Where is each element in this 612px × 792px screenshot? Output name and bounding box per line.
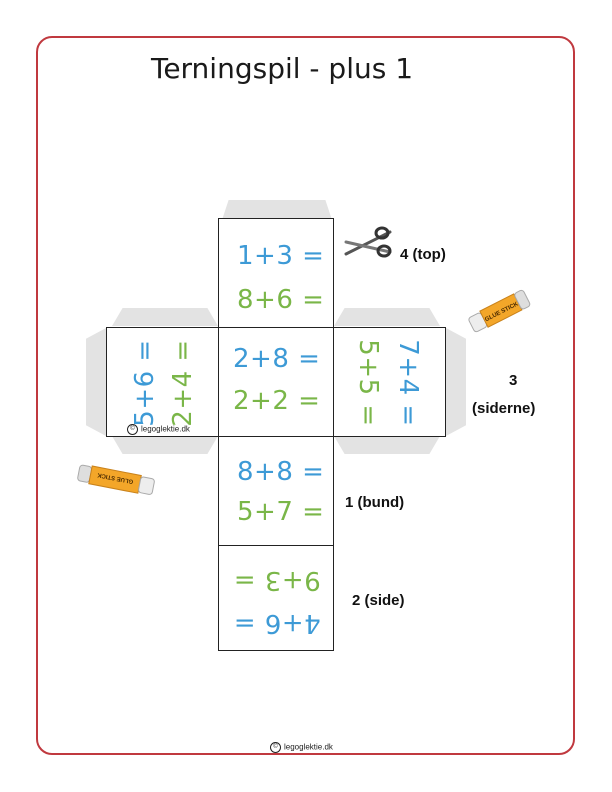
die-face-center xyxy=(218,327,334,437)
glue-stick-icon xyxy=(464,288,536,334)
die-face-left xyxy=(106,327,219,437)
equation-blue: 2+8 = xyxy=(233,344,321,374)
label-top: 4 (top) xyxy=(400,246,446,263)
glue-flap-left-bottom xyxy=(112,436,218,454)
die-face-last xyxy=(218,545,334,651)
glue-flap-right-bottom xyxy=(334,436,440,454)
glue-flap-top xyxy=(222,200,332,220)
glue-flap-right-top xyxy=(334,308,440,326)
glue-stick-icon xyxy=(72,460,162,500)
equation-blue: 4+6 = xyxy=(233,608,321,638)
footer-copyright: © legoglektie.dk xyxy=(270,742,333,753)
copyright-note: © legoglektie.dk xyxy=(127,424,190,435)
glue-flap-left-top xyxy=(112,308,218,326)
glue-flap-left-side xyxy=(86,328,106,436)
equation-green: 5+7 = xyxy=(237,497,325,527)
equation-blue: 1+3 = xyxy=(237,241,325,271)
equation-green: 2+2 = xyxy=(233,386,321,416)
equation-green: 8+6 = xyxy=(237,285,325,315)
label-bund: 1 (bund) xyxy=(345,494,405,511)
glue-stick-label: GLUE STICK xyxy=(484,301,520,324)
page-title: Terningspil - plus 1 xyxy=(150,52,414,85)
glue-flap-right-side xyxy=(446,328,466,436)
label-sides-number: 3 xyxy=(509,372,518,389)
die-face-right xyxy=(333,327,446,437)
die-face-bottom xyxy=(218,436,334,546)
equation-blue: 5+6 = xyxy=(130,339,160,427)
equation-green: 2+4 = xyxy=(168,339,198,427)
equation-green: 5+5 = xyxy=(353,339,383,427)
equation-blue: 8+8 = xyxy=(237,457,325,487)
scissors-icon xyxy=(342,224,394,262)
label-sides-text: (siderne) xyxy=(472,400,536,417)
glue-stick-label: GLUE STICK xyxy=(97,471,134,485)
equation-blue: 7+4 = xyxy=(393,339,423,427)
equation-green: 9+3 = xyxy=(233,565,321,595)
die-face-top xyxy=(218,218,334,328)
label-side: 2 (side) xyxy=(352,592,405,609)
